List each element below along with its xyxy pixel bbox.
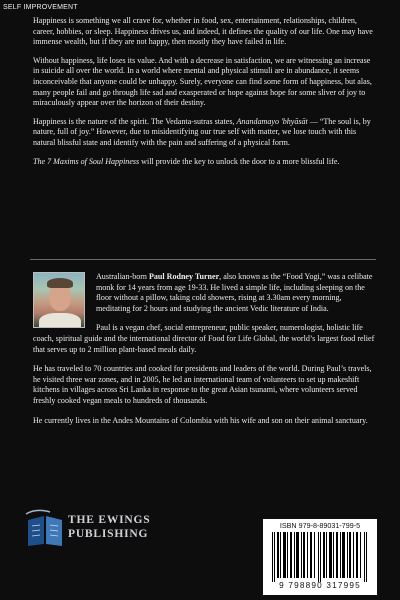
- author-bio: [33, 272, 376, 435]
- blurb-paragraph-4: [33, 157, 377, 168]
- category-label: SELF IMPROVEMENT: [3, 4, 78, 11]
- book-icon: [22, 506, 68, 552]
- blurb-paragraph-3: [33, 117, 377, 149]
- isbn-barcode-block: [263, 519, 377, 595]
- blurb-paragraph-1: Happiness is something we all crave for, whether in food, sex, entertainment, relationships, children, career, hobbies, or sleep. Happiness drives us, and indeed, it defines the quality of our life. One may have immense wealth, but if they are not happy, then mostly they have failed in life.: [33, 16, 373, 47]
- blurb-paragraph-2: Without happiness, life loses its value. And with a decrease in satisfaction, we are witnessing an increase in suicide all over the world. In a world where mental and physical stimuli are in abundance, it seems inconceivable that anyone could be unhappy. Surely, everyone can find some form of happiness, but alas, many people fail and go through life sad and exasperated or hope against hope for some sliver of joy to miraculously appear over the horizon of their destiny.: [33, 55, 372, 108]
- barcode: [272, 532, 368, 582]
- publisher-name-line-2: PUBLISHING: [68, 528, 149, 540]
- author-photo: [33, 272, 85, 328]
- author-name: Paul Rodney Turner: [148, 272, 220, 281]
- bio-intro-rest: , also known as the “Food Yogi,” was a celibate monk for 14 years from age 19-33. He lived a simple life, including sleeping on the floor without a pillow, taking cold showers, rising at 3.30am every morning, meditating for 2 hours and studying the ancient Vedic literature of India.: [96, 272, 373, 313]
- bio-paragraph-3: He has traveled to 70 countries and cooked for presidents and leaders of the world. During Paul’s travels, he visited three war zones, and in 2005, he led an international team of volunteers to set up makeshift kitchens in villages across Sri Lanka in response to the great Asian tsunami, where volunteers served freshly cooked vegan meals to hundreds of thousands.: [33, 364, 372, 405]
- blurb-p3-start: Happiness is the nature of the spirit. The Vedanta-sutras states,: [33, 116, 237, 126]
- publisher-name-line-1: THE EWINGS: [68, 514, 151, 526]
- barcode-digits: 9 798890 317995: [279, 581, 361, 590]
- book-blurb: [33, 16, 377, 175]
- isbn-label: ISBN 979-8-89031-799-5: [279, 521, 361, 530]
- blurb-p3-end: — “The soul is, by nature, full of joy.” However, due to misidentifying our true self with matter, we lose touch with this natural blissful state and identify with the pain and suffering of a physical form.: [33, 116, 371, 147]
- bio-paragraph-4: He currently lives in the Andes Mountains of Colombia with his wife and son on their animal sanctuary.: [33, 415, 368, 425]
- publisher-logo: [22, 506, 172, 552]
- book-title-reference: The 7 Maxims of Soul Happiness: [33, 156, 140, 166]
- sanskrit-quote: Anandamayo 'bhyāsāt: [236, 116, 308, 126]
- bio-paragraph-2: Paul is a vegan chef, social entrepreneur, public speaker, numerologist, holistic life coach, spiritual guide and the international director of Food for Life Global, the world’s largest food relief that serves up to 2 million plant-based meals daily.: [33, 323, 375, 354]
- section-divider: [30, 259, 376, 260]
- bio-intro-start: Australian-born: [96, 272, 149, 281]
- blurb-p4-rest: will provide the key to unlock the door to a more blissful life.: [139, 156, 340, 166]
